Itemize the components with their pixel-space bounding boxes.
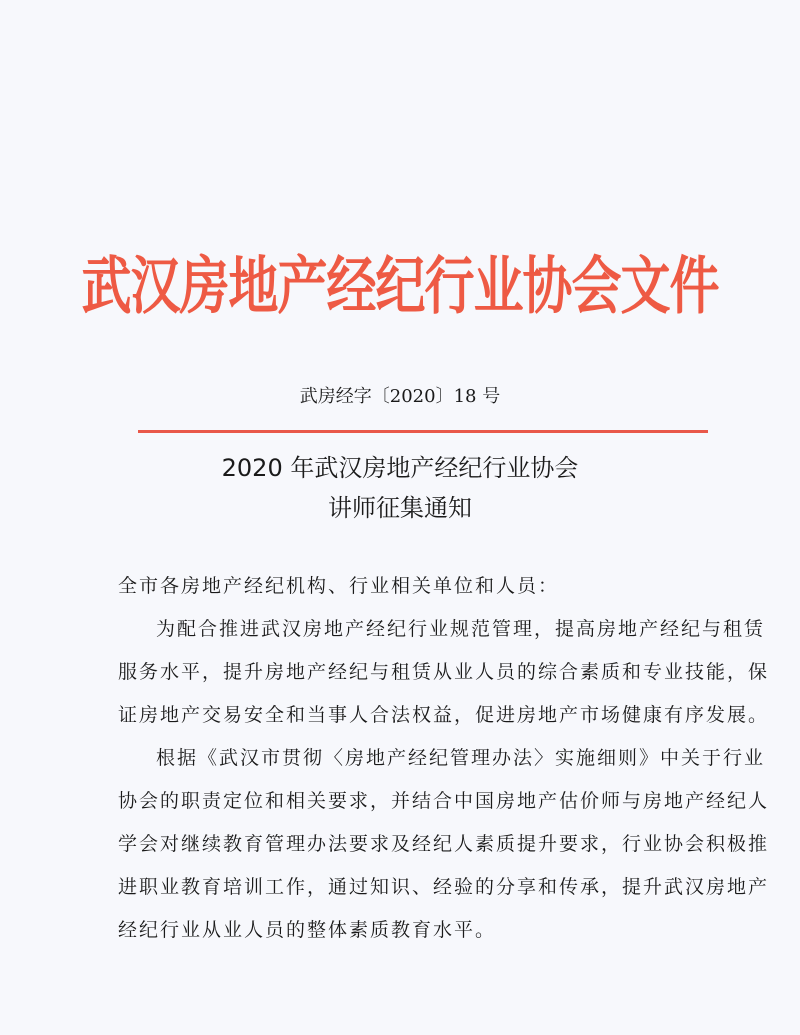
document-number: 武房经字〔2020〕18 号 — [299, 386, 501, 407]
paragraph-line: 服务水平，提升房地产经纪与租赁从业人员的综合素质和专业技能，保 — [118, 661, 770, 683]
paragraph-line: 学会对继续教育管理办法要求及经纪人素质提升要求，行业协会积极推 — [118, 833, 770, 855]
title-line-1: 2020 年武汉房地产经纪行业协会 — [221, 454, 579, 482]
paragraph-line: 证房地产交易安全和当事人合法权益，促进房地产市场健康有序发展。 — [118, 704, 770, 726]
paragraph-line: 经纪行业从业人员的整体素质教育水平。 — [118, 919, 497, 941]
document-title — [0, 448, 800, 528]
paragraph-line: 进职业教育培训工作，通过知识、经验的分享和传承，提升武汉房地产 — [118, 876, 770, 898]
red-divider — [138, 430, 708, 433]
paragraph-2 — [118, 737, 770, 952]
paragraph-line: 为配合推进武汉房地产经纪行业规范管理，提高房地产经纪与租赁 — [156, 618, 766, 640]
paragraph-line: 协会的职责定位和相关要求，并结合中国房地产估价师与房地产经纪人 — [118, 790, 770, 812]
title-line-2: 讲师征集通知 — [328, 494, 472, 522]
salutation: 全市各房地产经纪机构、行业相关单位和人员： — [118, 575, 560, 597]
document-body — [118, 565, 770, 952]
paragraph-1 — [118, 608, 770, 737]
document-header: 武汉房地产经纪行业协会文件 — [81, 249, 719, 323]
paragraph-line: 根据《武汉市贯彻〈房地产经纪管理办法〉实施细则》中关于行业 — [156, 747, 766, 769]
